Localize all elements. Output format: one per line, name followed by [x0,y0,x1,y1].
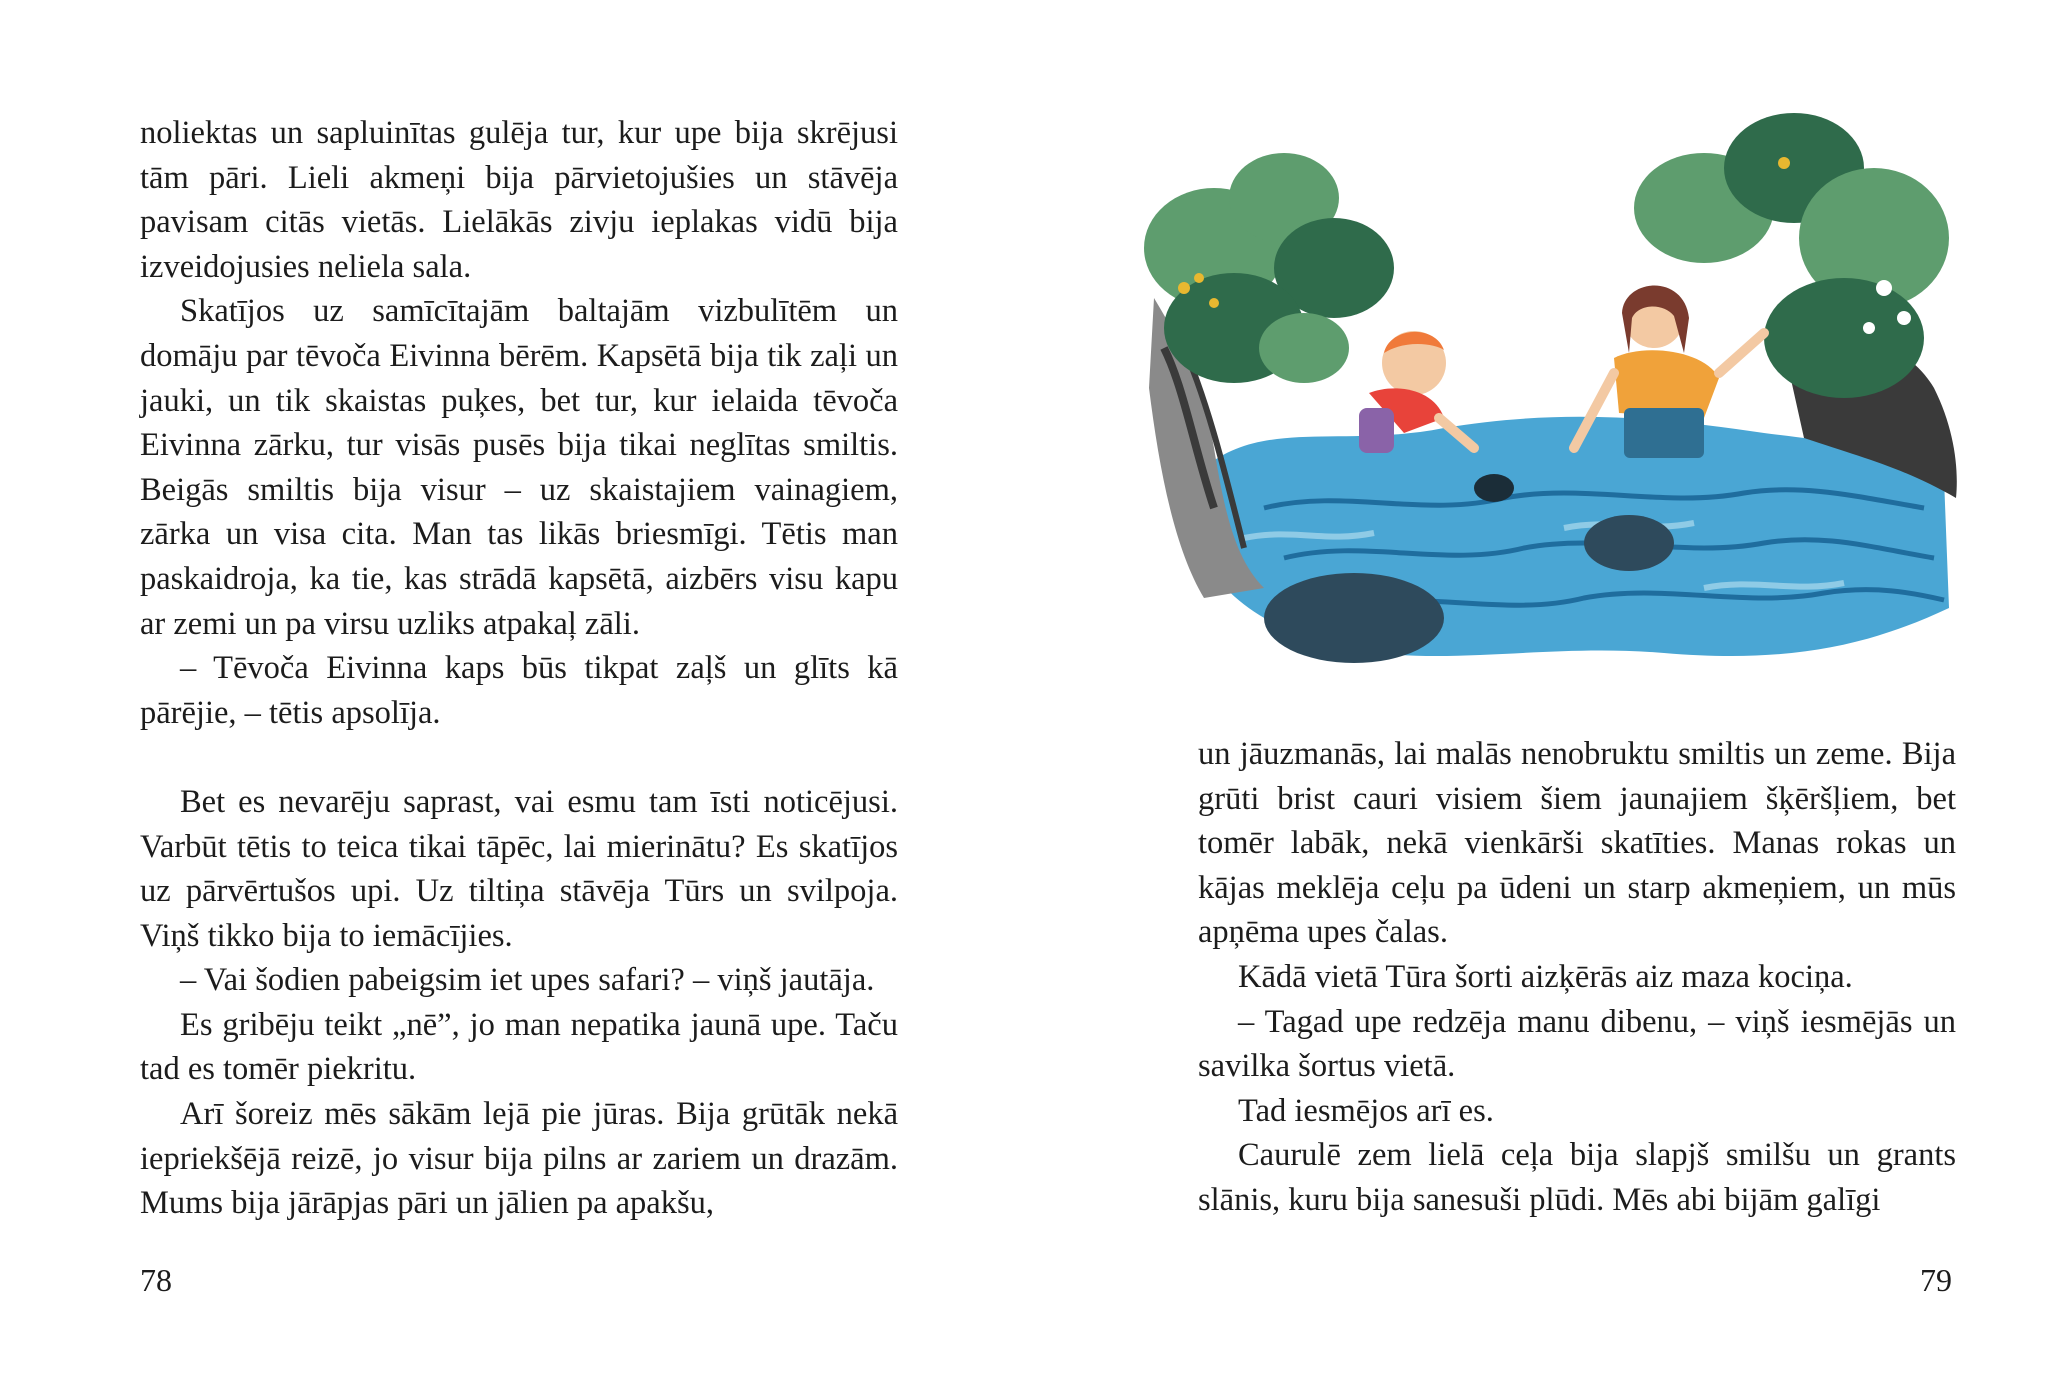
page-number-left: 78 [140,1262,172,1298]
paragraph: Kādā vietā Tūra šorti aizķērās aiz maza kociņa. [1238,958,1853,995]
left-foliage [1144,153,1394,383]
paragraph: Arī šoreiz mēs sākām lejā pie jūras. Bija grūtāk nekā iepriekšējā reizē, jo visur bija pilns ar zariem un drazām. Mums bija jārāpjas pāri un jālien pa apakšu, [140,1096,898,1222]
rock [1584,515,1674,571]
paragraph: Skatījos uz samīcītajām baltajām vizbulītēm un domāju par tēvoča Eivinna bērēm. Kapsētā bija tik zaļi un jauki, un tik skaistas puķes, bet tur, kur ielaida tēvoča Eivinna zārku, tur visās pusēs bija tikai neglītas smiltis. Beigās smiltis bija visur – uz skaistajiem vainagiem, zārka un visa cita. Man tas likās briesmīgi. Tētis man paskaidroja, ka tie, kas strādā kapsētā, aizbērs visu kapu ar zemi un pa virsu uzliks atpakaļ zāli. [140,293,898,642]
paragraph: noliektas un sapluinītas gulēja tur, kur upe bija skrējusi tām pāri. Lieli akmeņi bija pārvietojušies un stāvēja pavisam citās vietās. Lielākās zivju ieplakas vidū bija izveidojusies neliela sala. [140,115,898,285]
paragraph: Caurulē zem lielā ceļa bija slapjš smilšu un grants slānis, kuru bija sanesuši plūdi. Mēs abi bijām galīgi [1198,1137,1956,1218]
rock [1264,573,1444,663]
page-number-right: 79 [1920,1262,1952,1298]
right-page [1024,0,2048,1384]
paragraph: Es gribēju teikt „nē”, jo man nepatika jaunā upe. Taču tad es tomēr piekritu. [140,1006,898,1088]
paragraph: Bet es nevarēju saprast, vai esmu tam īsti noticējusi. Varbūt tētis to teica tikai tāpēc, lai mierinātu? Es skatījos uz pārvērtušos upi. Uz tiltiņa stāvēja Tūrs un svilpoja. Viņš tikko bija to iemācījies. [140,783,898,954]
paragraph: Tad iesmējos arī es. [1238,1092,1494,1129]
paragraph: – Tēvoča Eivinna kaps būs tikpat zaļš un glīts kā pārējie, – tētis apsolīja. [140,650,898,731]
river-illustration [1144,88,1974,688]
paragraph: – Tagad upe redzēja manu dibenu, – viņš iesmējās un savilka šortus vietā. [1198,1003,1956,1085]
rock [1474,474,1514,502]
paragraph: un jāuzmanās, lai malās nenobruktu smiltis un zeme. Bija grūti brist cauri visiem šiem jaunajiem šķēršļiem, bet tomēr labāk, nekā vienkārši skatīties. Manas rokas un kājas meklēja ceļu pa ūdeni un starp akmeņiem, un mūs apņēma upes čalas. [1198,736,1956,951]
paragraph: – Vai šodien pabeigsim iet upes safari? – viņš jautāja. [180,962,875,999]
right-page-text [1198,732,1956,1223]
left-page-text [140,111,898,1226]
